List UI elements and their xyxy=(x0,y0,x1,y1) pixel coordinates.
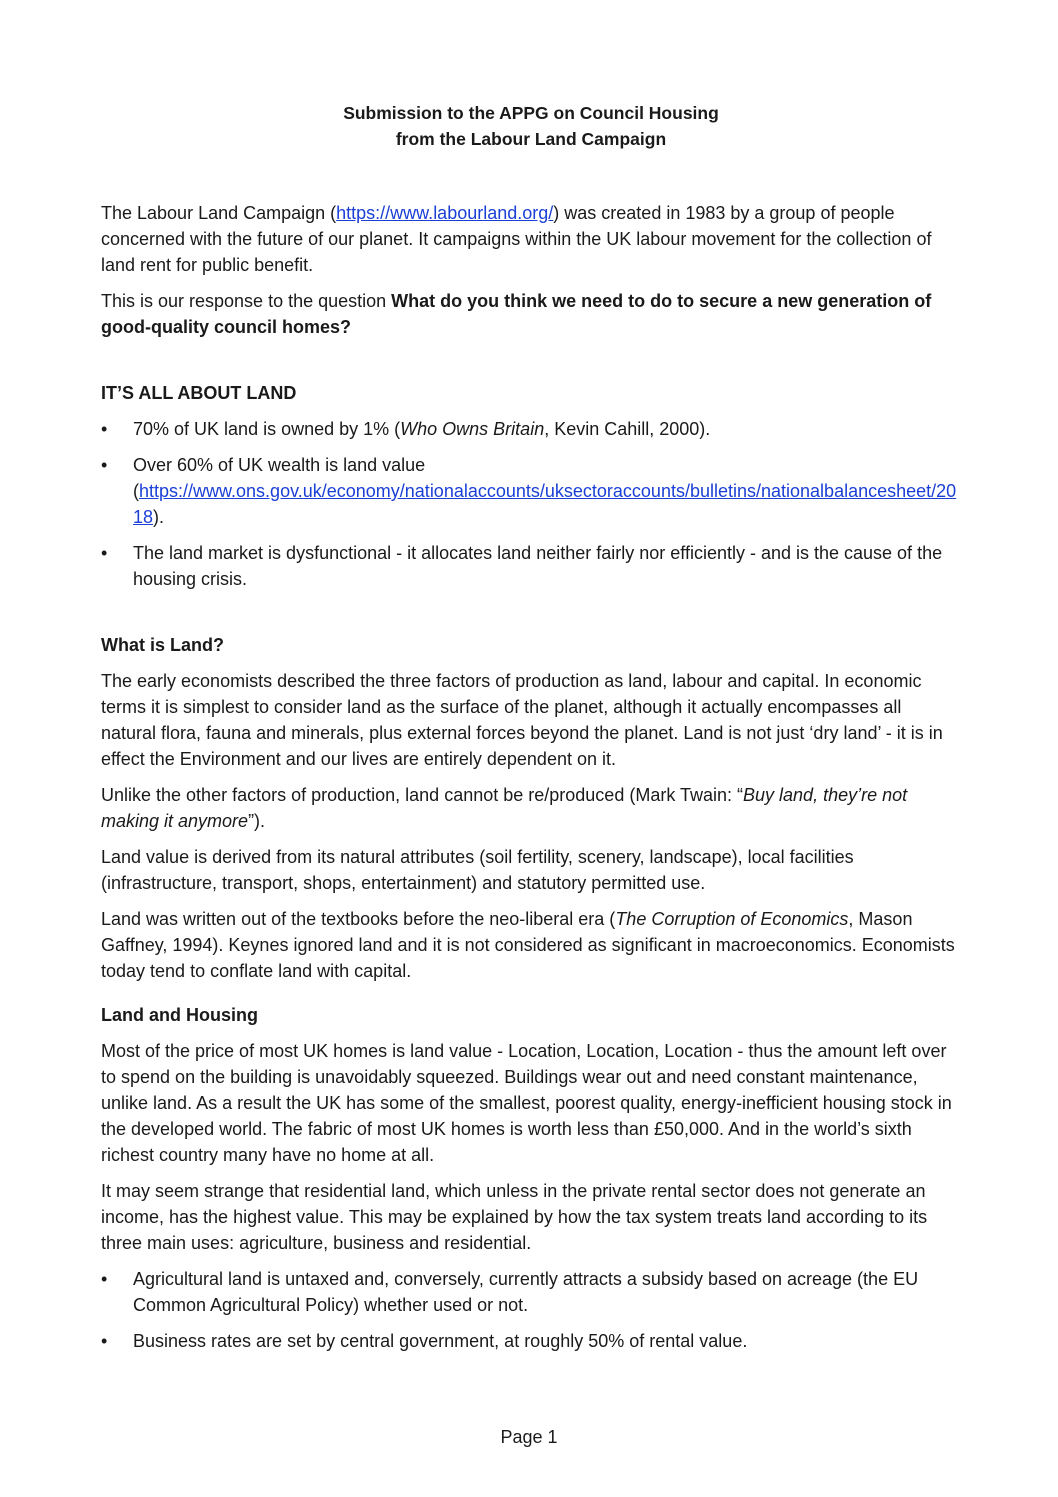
paragraph: It may seem strange that residential land, which unless in the private rental sector does not generate an income, has the highest value. This may be explained by how the tax system treats land according to its three main uses: agriculture, business and residential. xyxy=(101,1181,928,1253)
title-line-1: Submission to the APPG on Council Housing xyxy=(343,103,719,123)
document-page xyxy=(101,100,961,1364)
land-uses-list xyxy=(101,1266,961,1354)
paragraph: Unlike the other factors of production, land cannot be re/produced (Mark Twain: “Buy land, they’re not making it anymore”). xyxy=(101,785,908,831)
page-number: Page 1 xyxy=(500,1427,558,1447)
list-item: • Over 60% of UK wealth is land value (https://www.ons.gov.uk/economy/nationalaccounts/uksectoraccounts/bulletins/nationalbalancesheet/2018). xyxy=(101,452,961,530)
paragraph: The early economists described the three factors of production as land, labour and capital. In economic terms it is simplest to consider land as the surface of the planet, although it actually encompasses all natural flora, fauna and minerals, plus external forces beyond the planet. Land is not just ‘dry land’ - it is in effect the Environment and our lives are entirely dependent on it. xyxy=(101,671,943,769)
paragraph: Land was written out of the textbooks before the neo-liberal era (The Corruption of Economics, Mason Gaffney, 1994). Keynes ignored land and it is not considered as significant in macroeconomics. Economists today tend to conflate land with capital. xyxy=(101,909,955,981)
bullet-icon: • xyxy=(101,1269,108,1289)
section-heading-land-and-housing: Land and Housing xyxy=(101,1005,258,1025)
list-item: • The land market is dysfunctional - it allocates land neither fairly nor efficiently - and is the cause of the housing crisis. xyxy=(101,540,961,592)
section-heading-all-about-land: IT’S ALL ABOUT LAND xyxy=(101,383,297,403)
ons-link[interactable]: https://www.ons.gov.uk/economy/nationalaccounts/uksectoraccounts/bulletins/nationalbalancesheet/2018 xyxy=(133,481,957,527)
bullet-icon: • xyxy=(101,455,108,475)
title-line-2: from the Labour Land Campaign xyxy=(395,129,667,149)
section-heading-what-is-land: What is Land? xyxy=(101,635,224,655)
paragraph: Land value is derived from its natural attributes (soil fertility, scenery, landscape), local facilities (infrastructure, transport, shops, entertainment) and statutory permitted use. xyxy=(101,847,854,893)
labourland-link[interactable]: https://www.labourland.org/ xyxy=(336,203,554,223)
bullet-icon: • xyxy=(101,543,108,563)
intro-paragraph-1: The Labour Land Campaign (https://www.labourland.org/) was created in 1983 by a group of people concerned with the future of our planet. It campaigns within the UK labour movement for the collection of land rent for public benefit. xyxy=(101,203,932,275)
paragraph: Most of the price of most UK homes is land value - Location, Location, Location - thus the amount left over to spend on the building is unavoidably squeezed. Buildings wear out and need constant maintenance, unlike land. As a result the UK has some of the smallest, poorest quality, energy-inefficient housing stock in the developed world. The fabric of most UK homes is worth less than £50,000. And in the world’s sixth richest country many have no home at all. xyxy=(101,1041,952,1165)
intro-paragraph-2: This is our response to the question What do you think we need to do to secure a new generation of good-quality council homes? xyxy=(101,291,932,337)
list-item: • Business rates are set by central government, at roughly 50% of rental value. xyxy=(101,1328,961,1354)
list-item: • Agricultural land is untaxed and, conversely, currently attracts a subsidy based on acreage (the EU Common Agricultural Policy) whether used or not. xyxy=(101,1266,961,1318)
question-text: What do you think we need to do to secure a new generation of good-quality council homes? xyxy=(101,291,932,337)
bullet-icon: • xyxy=(101,1331,108,1351)
list-item: • 70% of UK land is owned by 1% (Who Owns Britain, Kevin Cahill, 2000). xyxy=(101,416,961,442)
bullet-icon: • xyxy=(101,419,108,439)
document-title xyxy=(101,100,961,152)
land-facts-list xyxy=(101,416,961,592)
